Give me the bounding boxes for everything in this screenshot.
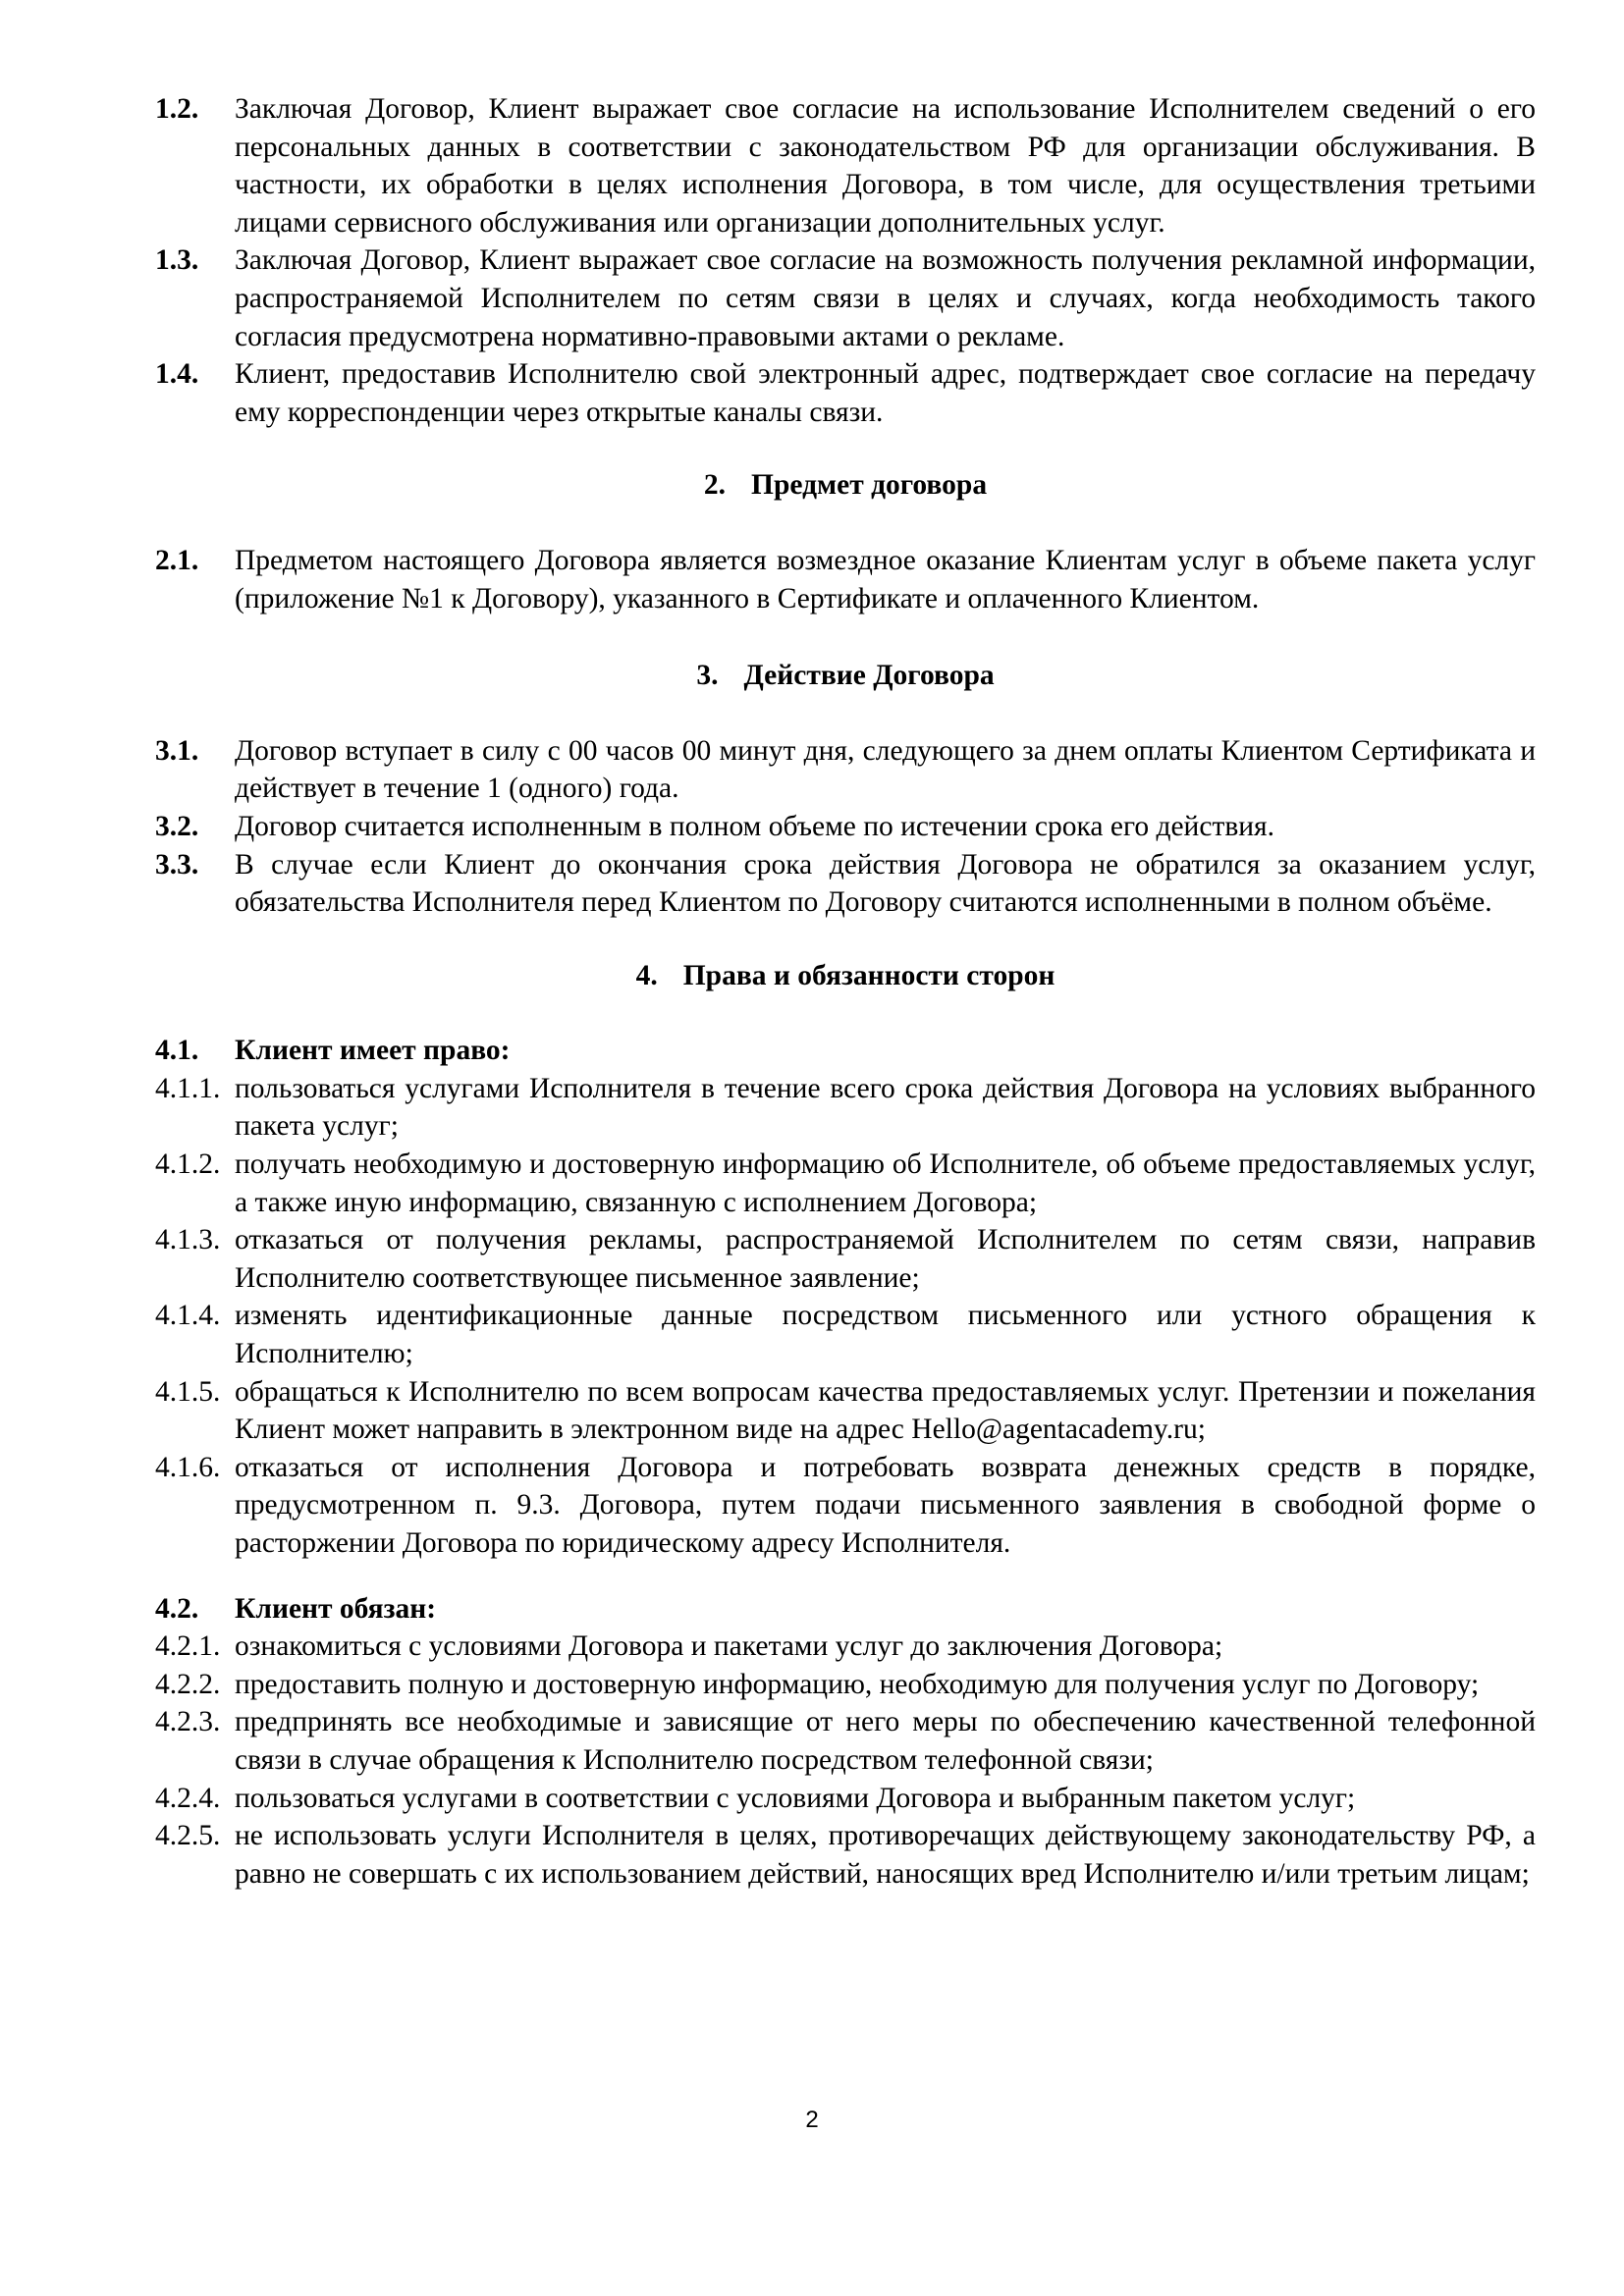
clause-number: 1.4.: [155, 358, 199, 391]
clause-4-1-2: [155, 1146, 1536, 1221]
clause-number: 4.1.5.: [155, 1375, 221, 1408]
clause-2-1: [155, 542, 1536, 617]
clause-text: В случае если Клиент до окончания срока действия Договора не обратился за оказанием услуг, обязательства Исполнителя перед Клиентом по Договору считаются исполненными в полном объёме.: [235, 848, 1536, 919]
clause-text: предоставить полную и достоверную информацию, необходимую для получения услуг по Договору;: [235, 1668, 1480, 1700]
clause-4-2-5: [155, 1817, 1536, 1893]
clause-4-2-1: [155, 1628, 1536, 1666]
clause-number: 4.1.3.: [155, 1224, 221, 1256]
clause-number: 1.2.: [155, 93, 199, 125]
section-title: Предмет договора: [751, 469, 988, 502]
clause-text: обращаться к Исполнителю по всем вопросам качества предоставляемых услуг. Претензии и пожелания Клиент может направить в электронном виде на адрес Hello@agentacademy.ru;: [235, 1375, 1536, 1446]
section-number: 4.: [635, 959, 658, 991]
clause-text: пользоваться услугами в соответствии с условиями Договора и выбранным пакетом услуг;: [235, 1782, 1356, 1814]
clause-3-1: [155, 732, 1536, 808]
clause-text: Заключая Договор, Клиент выражает свое согласие на использование Исполнителем сведений о его персональных данных в соответствии с законодательством РФ для организации обслуживания. В частности, их обработки в целях исполнения Договора, в том числе, для осуществления третьими лицами сервисного обслуживания или организации дополнительных услуг.: [235, 93, 1536, 239]
section-number: 3.: [696, 660, 719, 692]
clause-number: 3.2.: [155, 810, 199, 842]
clause-3-2: [155, 808, 1536, 846]
clause-4-2-3: [155, 1703, 1536, 1779]
clause-text: ознакомиться с условиями Договора и пакетами услуг до заключения Договора;: [235, 1630, 1223, 1663]
subsection-number: 4.1.: [155, 1035, 199, 1067]
subsection-number: 4.2.: [155, 1592, 199, 1625]
section-heading-4: [155, 957, 1536, 995]
section-heading-3: [155, 657, 1536, 695]
clause-text: Клиент, предоставив Исполнителю свой электронный адрес, подтверждает свое согласие на передачу ему корреспонденции через открытые каналы связи.: [235, 358, 1536, 428]
section-number: 2.: [703, 469, 727, 502]
clause-text: отказаться от получения рекламы, распространяемой Исполнителем по сетям связи, направив Исполнителю соответствующее письменное заявление;: [235, 1224, 1536, 1294]
subsection-4-2-heading: [155, 1590, 1536, 1629]
clause-text: предпринять все необходимые и зависящие от него меры по обеспечению качественной телефонной связи в случае обращения к Исполнителю посредством телефонной связи;: [235, 1706, 1536, 1776]
clause-number: 2.1.: [155, 544, 199, 576]
clause-number: 4.2.3.: [155, 1706, 221, 1738]
clause-4-1-1: [155, 1070, 1536, 1146]
clause-text: отказаться от исполнения Договора и потребовать возврата денежных средств в порядке, предусмотренном п. 9.3. Договора, путем подачи письменного заявления в свободной форме о расторжении Договора по юридическому адресу Исполнителя.: [235, 1451, 1536, 1559]
section-title: Действие Договора: [743, 660, 995, 692]
clause-number: 4.1.4.: [155, 1300, 221, 1332]
clause-number: 4.2.1.: [155, 1630, 221, 1663]
subsection-4-1-heading: [155, 1032, 1536, 1070]
clause-text: Заключая Договор, Клиент выражает свое согласие на возможность получения рекламной информации, распространяемой Исполнителем по сетям связи в целях и случаях, когда необходимость такого согласия предусмотрена нормативно-правовыми актами о рекламе.: [235, 244, 1536, 352]
clause-text: Предметом настоящего Договора является возмездное оказание Клиентам услуг в объеме пакета услуг (приложение №1 к Договору), указанного в Сертификате и оплаченного Клиентом.: [235, 544, 1536, 614]
clause-number: 3.3.: [155, 848, 199, 881]
clause-4-1-3: [155, 1221, 1536, 1297]
page-number: 2: [805, 2107, 819, 2133]
section-title: Права и обязанности сторон: [682, 959, 1056, 991]
subsection-title: Клиент имеет право:: [235, 1035, 511, 1067]
clause-number: 4.2.2.: [155, 1668, 221, 1700]
clause-number: 4.1.6.: [155, 1451, 221, 1483]
clause-1-3: [155, 241, 1536, 355]
clause-number: 4.2.5.: [155, 1820, 221, 1852]
clause-4-2-2: [155, 1666, 1536, 1704]
clause-text: изменять идентификационные данные посредством письменного или устного обращения к Исполнителю;: [235, 1300, 1536, 1370]
clause-number: 4.1.1.: [155, 1072, 221, 1104]
clause-3-3: [155, 846, 1536, 922]
section-heading-2: [155, 466, 1536, 505]
clause-text: Договор считается исполненным в полном объеме по истечении срока его действия.: [235, 810, 1274, 842]
clause-4-1-5: [155, 1373, 1536, 1449]
clause-text: пользоваться услугами Исполнителя в течение всего срока действия Договора на условиях выбранного пакета услуг;: [235, 1072, 1536, 1143]
clause-4-1-4: [155, 1297, 1536, 1372]
spacer: [155, 1563, 1536, 1584]
clause-number: 3.1.: [155, 734, 199, 767]
subsection-title: Клиент обязан:: [235, 1592, 437, 1625]
clause-text: Договор вступает в силу с 00 часов 00 минут дня, следующего за днем оплаты Клиентом Сертификата и действует в течение 1 (одного) года.: [235, 734, 1536, 805]
page-content: [155, 90, 1536, 1893]
clause-1-2: [155, 90, 1536, 241]
clause-number: 4.2.4.: [155, 1782, 221, 1814]
clause-number: 4.1.2.: [155, 1148, 221, 1181]
clause-4-2-4: [155, 1780, 1536, 1818]
clause-1-4: [155, 355, 1536, 431]
clause-4-1-6: [155, 1449, 1536, 1563]
clause-number: 1.3.: [155, 244, 199, 277]
clause-text: получать необходимую и достоверную информацию об Исполнителе, об объеме предоставляемых услуг, а также иную информацию, связанную с исполнением Договора;: [235, 1148, 1536, 1218]
clause-text: не использовать услуги Исполнителя в целях, противоречащих действующему законодательству РФ, а равно не совершать с их использованием действий, наносящих вред Исполнителю и/или третьим лицам;: [235, 1820, 1536, 1890]
